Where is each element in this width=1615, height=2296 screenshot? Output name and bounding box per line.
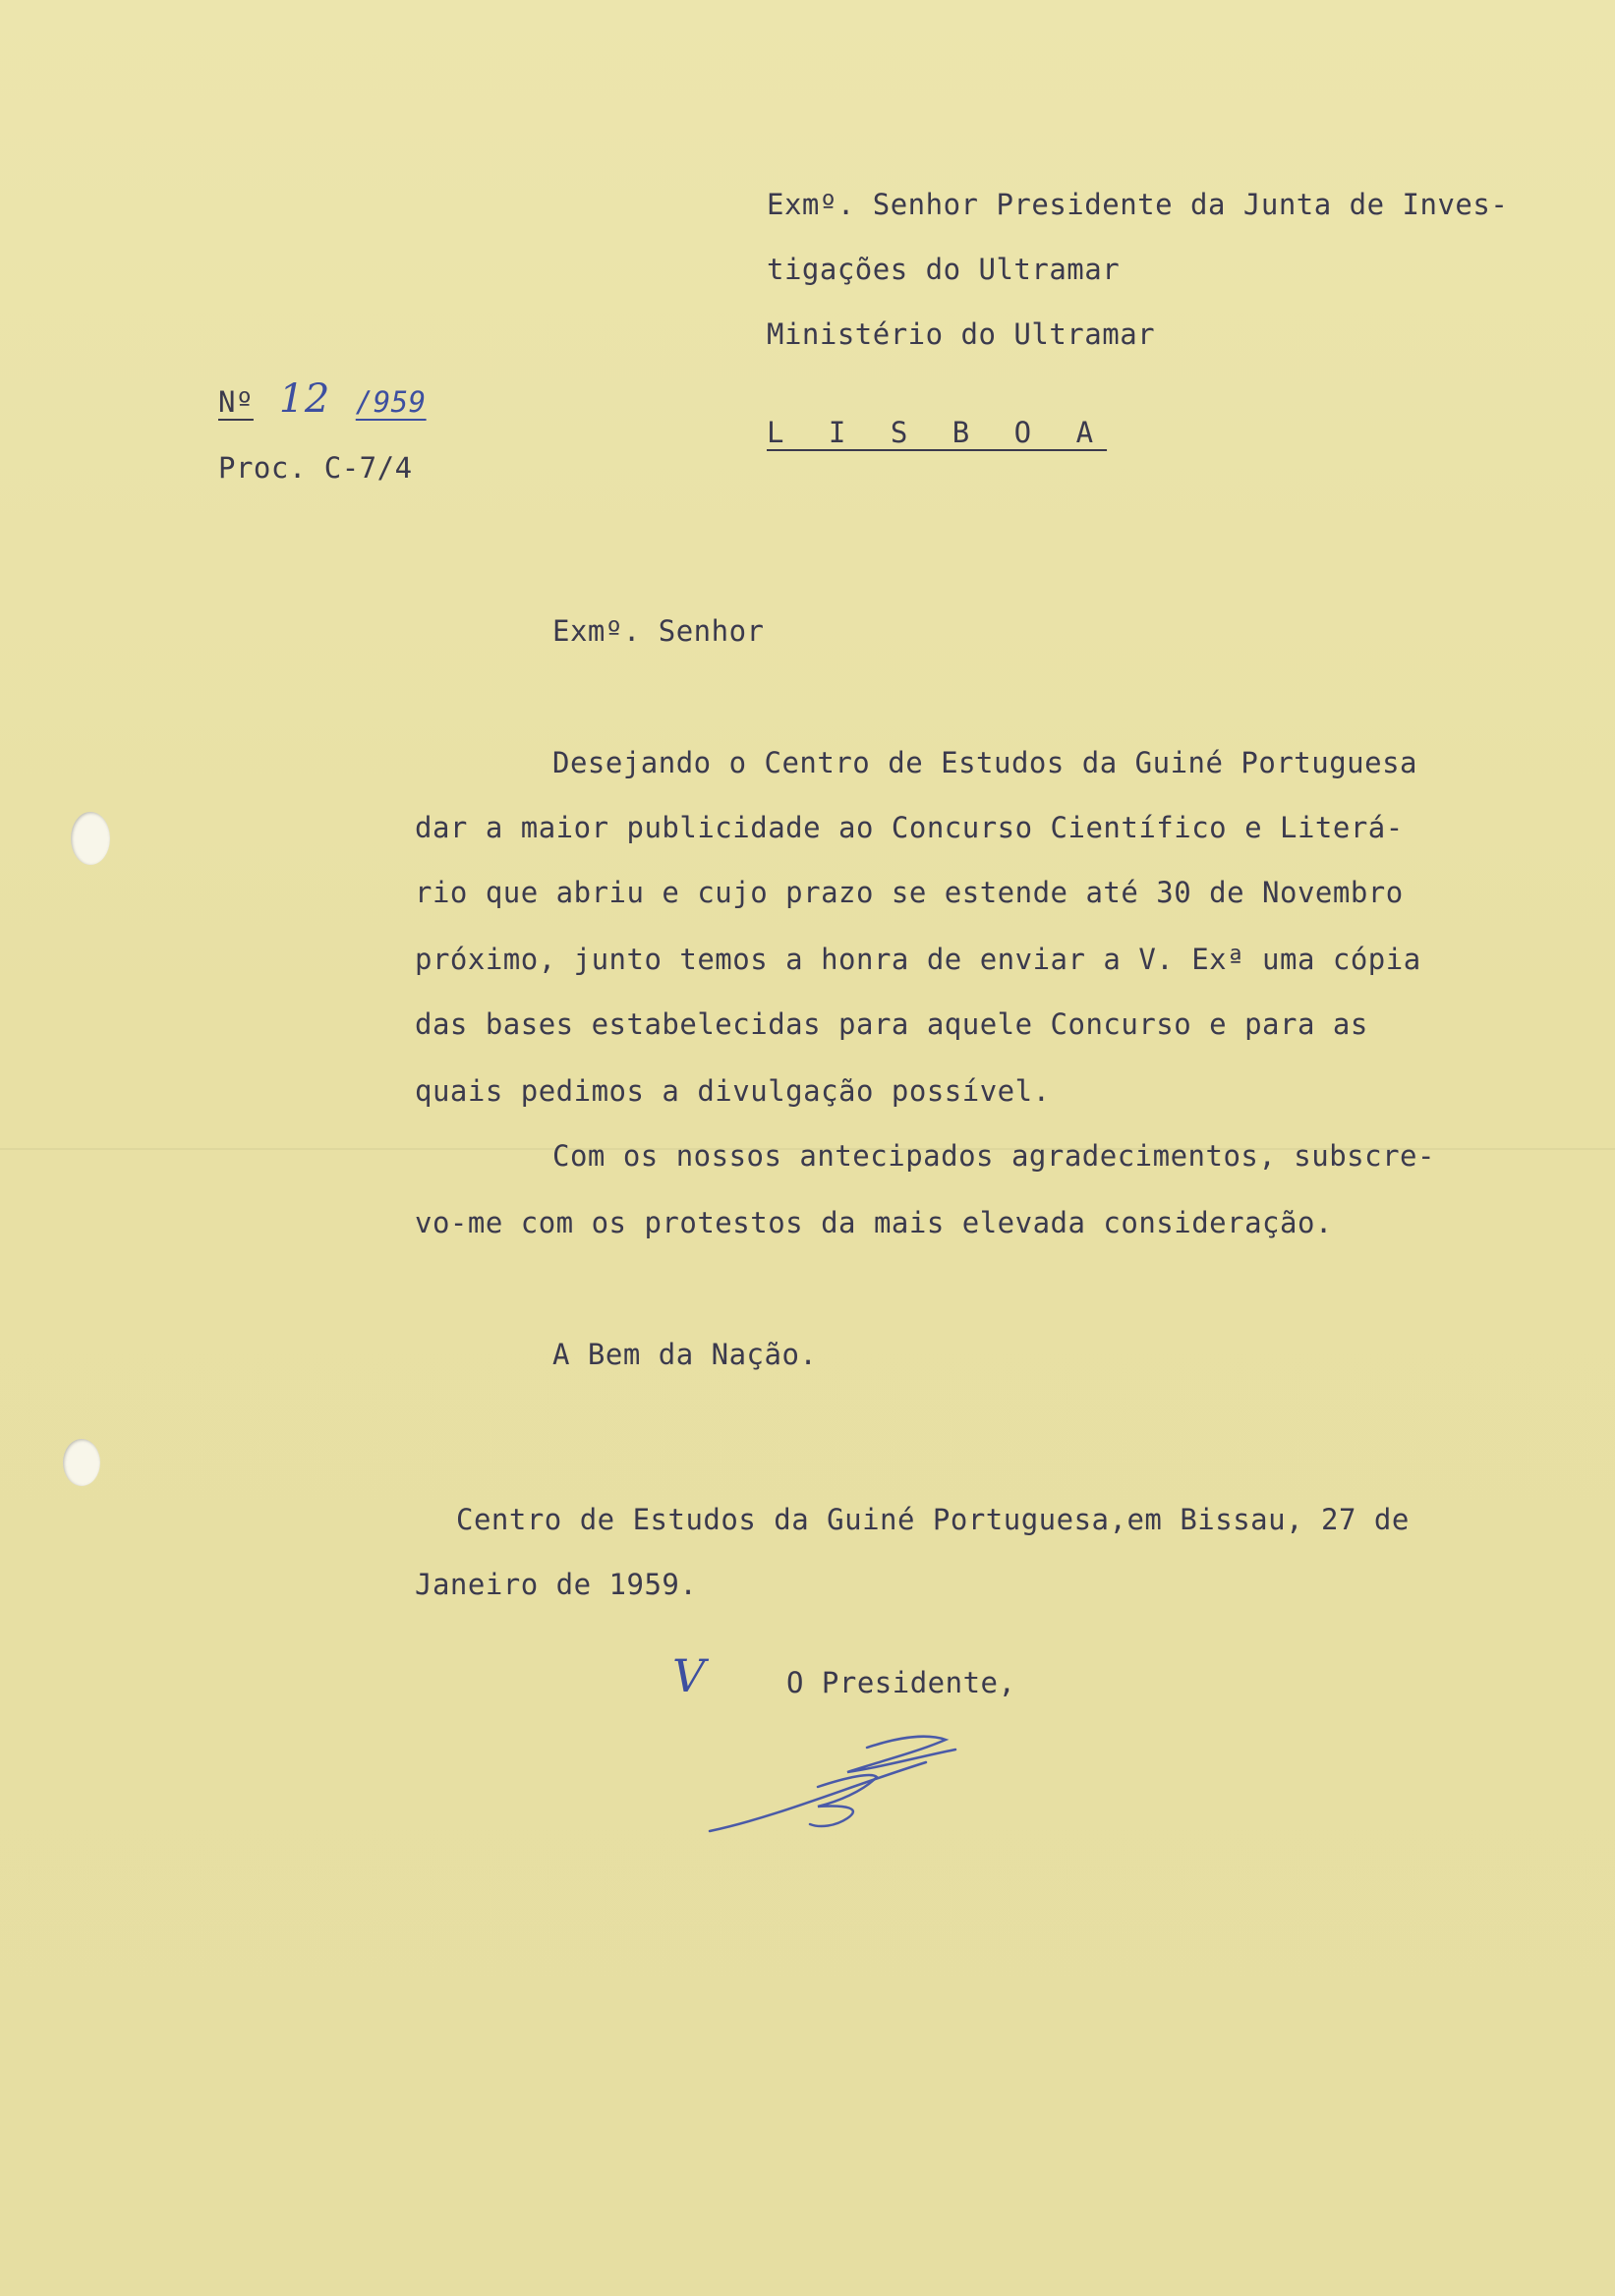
body-p1-line-3: rio que abriu e cujo prazo se estende até 30 de Novembro bbox=[415, 876, 1404, 909]
closing: A Bem da Nação. bbox=[552, 1338, 818, 1371]
body-p1-line-5: das bases estabelecidas para aquele Concurso e para as bbox=[415, 1007, 1368, 1041]
place-date-line-1: Centro de Estudos da Guiné Portuguesa,em Bissau, 27 de bbox=[456, 1503, 1410, 1536]
signature-scribble bbox=[700, 1718, 995, 1846]
signature-title: O Presidente, bbox=[786, 1666, 1016, 1699]
punch-hole-top bbox=[71, 812, 110, 865]
place-date-line-2: Janeiro de 1959. bbox=[415, 1568, 698, 1601]
address-line-1: Exmº. Senhor Presidente da Junta de Inves- bbox=[767, 188, 1509, 221]
reference-number-year: /959 bbox=[355, 385, 427, 419]
body-p2-line-1: Com os nossos antecipados agradecimentos, subscre- bbox=[552, 1139, 1435, 1173]
signature-initials: V bbox=[672, 1649, 706, 1702]
salutation: Exmº. Senhor bbox=[552, 614, 765, 648]
reference-number bbox=[218, 376, 427, 422]
body-p2-line-2: vo-me com os protestos da mais elevada consideração. bbox=[415, 1206, 1333, 1239]
reference-number-prefix: Nº bbox=[218, 385, 254, 419]
punch-hole-bottom bbox=[63, 1439, 100, 1486]
body-p1-line-6: quais pedimos a divulgação possível. bbox=[415, 1074, 1051, 1108]
reference-number-handwritten: 12 bbox=[278, 376, 330, 422]
reference-proc: Proc. C-7/4 bbox=[218, 451, 413, 485]
address-line-3: Ministério do Ultramar bbox=[767, 317, 1156, 351]
address-city: L I S B O A bbox=[767, 416, 1108, 449]
address-line-2: tigações do Ultramar bbox=[767, 253, 1121, 286]
body-p1-line-1: Desejando o Centro de Estudos da Guiné Portuguesa bbox=[552, 746, 1418, 779]
body-p1-line-2: dar a maior publicidade ao Concurso Científico e Literá- bbox=[415, 811, 1404, 844]
body-p1-line-4: próximo, junto temos a honra de enviar a V. Exª uma cópia bbox=[415, 943, 1421, 976]
